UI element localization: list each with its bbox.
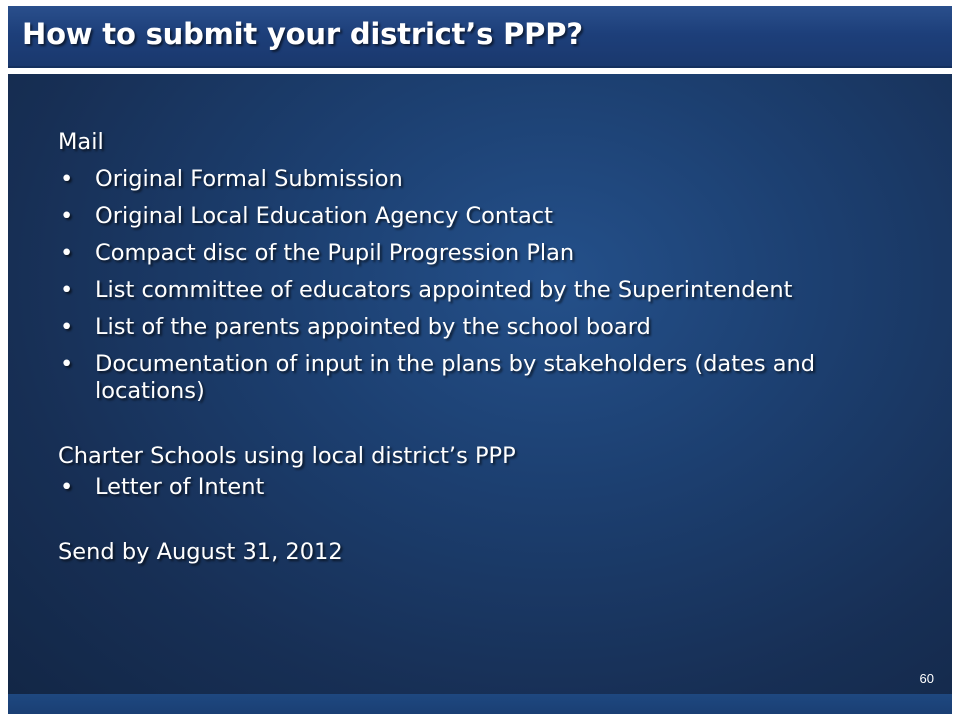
list-item [58,166,918,193]
bullet-icon: • [60,351,74,377]
list-item-text: Compact disc of the Pupil Progression Plan [95,240,575,266]
list-item-text: Letter of Intent [95,474,265,500]
list-item [58,277,918,304]
list-item [58,240,918,267]
bullet-icon: • [60,166,74,192]
list-item [58,351,918,405]
list-item-text: Documentation of input in the plans by stakeholders (dates and locations) [95,351,816,404]
list-item [58,474,918,501]
list-item [58,203,918,230]
bullet-icon: • [60,240,74,266]
list-item-text: List of the parents appointed by the school board [95,314,651,340]
bullet-icon: • [60,277,74,303]
mail-list [58,166,918,405]
bottom-strip [8,694,952,714]
charter-heading: Charter Schools using local district’s PPP [58,443,516,469]
bullet-icon: • [60,474,74,500]
page-number: 60 [919,671,934,686]
bullet-icon: • [60,314,74,340]
list-item [58,314,918,341]
content-panel [8,74,952,714]
slide-body [58,129,918,566]
list-item-text: Original Formal Submission [95,166,403,192]
title-bar [8,6,952,68]
mail-heading: Mail [58,129,104,155]
deadline-text: Send by August 31, 2012 [58,539,343,565]
bullet-icon: • [60,203,74,229]
charter-list [58,474,918,501]
list-item-text: List committee of educators appointed by the Superintendent [95,277,793,303]
list-item-text: Original Local Education Agency Contact [95,203,553,229]
slide-title: How to submit your district’s PPP? [22,17,583,51]
